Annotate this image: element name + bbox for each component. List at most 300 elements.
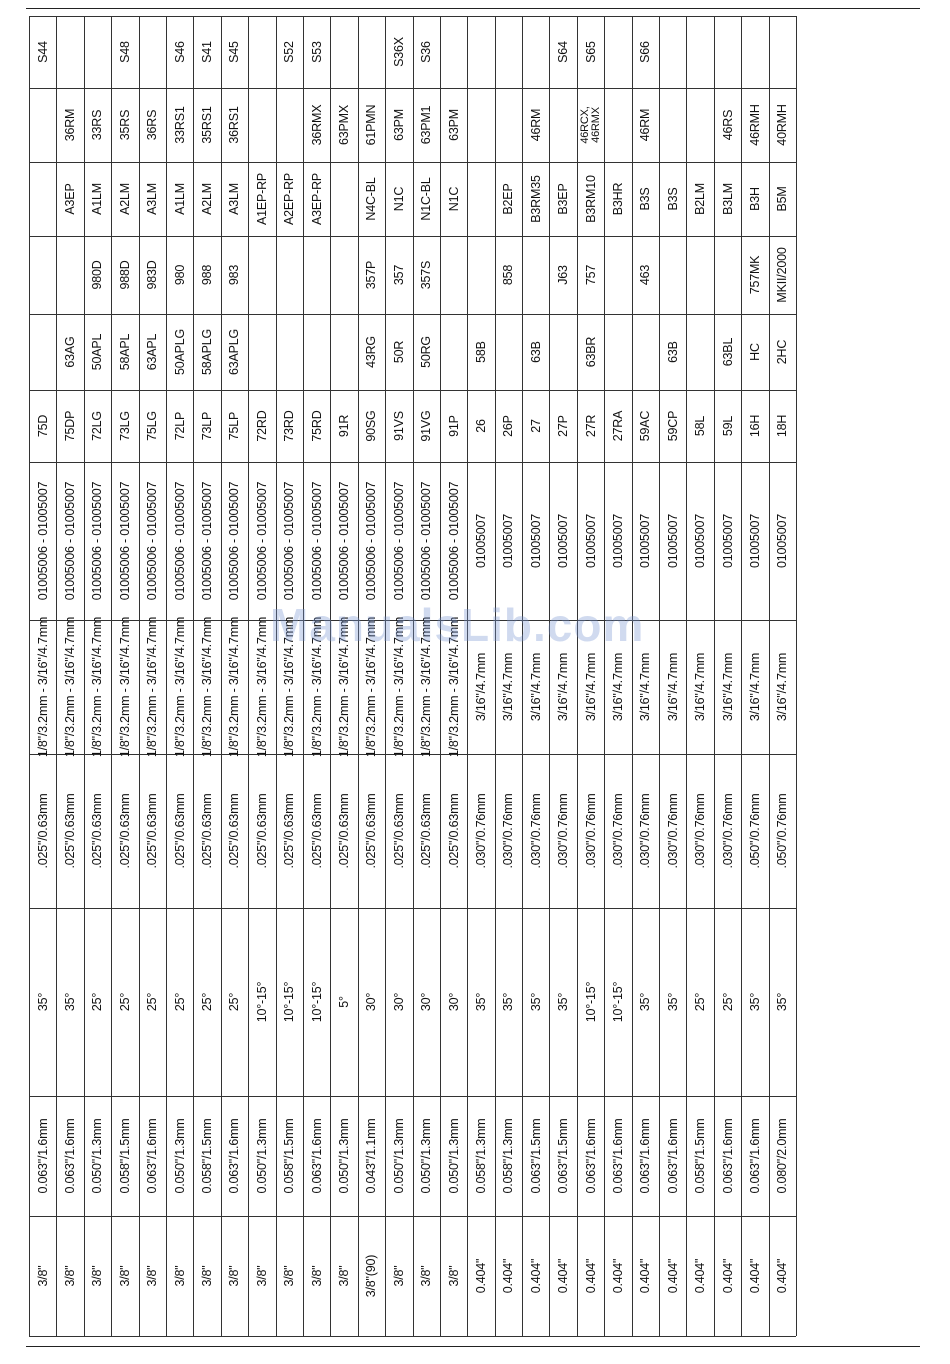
table-cell-r3-c10: 35RS xyxy=(117,109,132,141)
table-cell-r3-c7: 58APL xyxy=(117,333,132,371)
table-cell-r20-c0: 0.404" xyxy=(583,1258,598,1294)
table-row-border-21 xyxy=(604,16,605,1336)
table-cell-r21-c3: .030"/0.76mm xyxy=(610,793,625,869)
table-cell-r18-c2: 35° xyxy=(528,992,543,1012)
table-cell-r24-c9: B2LM xyxy=(693,183,708,215)
table-cell-r12-c8: 357P xyxy=(364,260,379,290)
table-cell-r2-c6: 72LG xyxy=(90,411,105,441)
table-cell-r18-c5: 01005007 xyxy=(528,513,543,569)
table-cell-r10-c3: .025"/0.63mm xyxy=(309,793,324,869)
table-cell-r25-c1: 0.063"/1.6mm xyxy=(720,1118,735,1194)
table-cell-r21-c0: 0.404" xyxy=(610,1258,625,1294)
table-cell-r15-c3: .025"/0.63mm xyxy=(446,793,461,869)
table-cell-r12-c7: 43RG xyxy=(364,336,379,368)
table-cell-r12-c3: .025"/0.63mm xyxy=(364,793,379,869)
table-cell-r7-c7: 63APLG xyxy=(227,328,242,376)
table-cell-r6-c6: 73LP xyxy=(200,411,215,441)
table-cell-r2-c9: A1LM xyxy=(90,183,105,215)
table-cell-r0-c3: .025"/0.63mm xyxy=(35,793,50,869)
table-cell-r17-c2: 35° xyxy=(501,992,516,1012)
table-cell-r11-c6: 91R xyxy=(337,414,352,438)
table-cell-r4-c5: 01005006 - 01005007 xyxy=(145,481,160,601)
table-cell-r12-c2: 30° xyxy=(364,992,379,1012)
table-cell-r18-c9: B3RM35 xyxy=(528,175,543,223)
table-cell-r17-c8: 858 xyxy=(501,264,516,286)
table-cell-r26-c8: 757MK xyxy=(747,255,762,295)
table-cell-r7-c10: 36RS1 xyxy=(227,106,242,144)
table-cell-r5-c6: 72LP xyxy=(172,411,187,441)
table-cell-r5-c3: .025"/0.63mm xyxy=(172,793,187,869)
table-cell-r11-c1: 0.050"/1.3mm xyxy=(337,1118,352,1194)
table-cell-r25-c9: B3LM xyxy=(720,183,735,215)
table-cell-r20-c10: 46RCX, 46RMX xyxy=(578,106,602,144)
table-cell-r22-c5: 01005007 xyxy=(638,513,653,569)
table-cell-r14-c1: 0.050"/1.3mm xyxy=(419,1118,434,1194)
table-cell-r20-c2: 10°-15° xyxy=(583,981,598,1023)
table-cell-r26-c7: HC xyxy=(747,343,762,361)
table-cell-r15-c0: 3/8" xyxy=(446,1265,461,1287)
table-cell-r5-c10: 33RS1 xyxy=(172,106,187,144)
table-cell-r24-c1: 0.058"/1.5mm xyxy=(693,1118,708,1194)
table-cell-r9-c2: 10°-15° xyxy=(282,981,297,1023)
table-row-border-24 xyxy=(686,16,687,1336)
table-row-border-8 xyxy=(248,16,249,1336)
table-row-border-18 xyxy=(522,16,523,1336)
table-cell-r27-c6: 18H xyxy=(775,414,790,438)
table-cell-r5-c8: 980 xyxy=(172,264,187,286)
watermark: ManualsLib.com xyxy=(270,599,645,651)
table-cell-r1-c3: .025"/0.63mm xyxy=(63,793,78,869)
table-cell-r14-c4: 1/8"/3.2mm - 3/16"/4.7mm xyxy=(419,616,434,758)
table-cell-r25-c4: 3/16"/4.7mm xyxy=(720,652,735,722)
table-row-border-2 xyxy=(84,16,85,1336)
table-cell-r16-c5: 01005007 xyxy=(473,513,488,569)
table-cell-r20-c5: 01005007 xyxy=(583,513,598,569)
table-cell-r16-c6: 26 xyxy=(473,419,488,433)
table-cell-r2-c1: 0.050"/1.3mm xyxy=(90,1118,105,1194)
table-cell-r8-c9: A1EP-RP xyxy=(254,172,269,226)
table-cell-r27-c8: MKII/2000 xyxy=(775,247,790,303)
table-cell-r21-c9: B3HR xyxy=(610,182,625,216)
table-cell-r12-c10: 61PMN xyxy=(364,104,379,146)
table-row-border-13 xyxy=(385,16,386,1336)
table-cell-r17-c5: 01005007 xyxy=(501,513,516,569)
table-row-border-27 xyxy=(769,16,770,1336)
table-cell-r22-c1: 0.063"/1.6mm xyxy=(638,1118,653,1194)
table-cell-r6-c7: 58APLG xyxy=(200,328,215,376)
table-cell-r22-c11: S66 xyxy=(638,41,653,63)
table-cell-r6-c8: 988 xyxy=(200,264,215,286)
table-cell-r21-c2: 10°-15° xyxy=(610,981,625,1023)
table-cell-r7-c1: 0.063"/1.6mm xyxy=(227,1118,242,1194)
table-cell-r25-c3: .030"/0.76mm xyxy=(720,793,735,869)
table-cell-r7-c2: 25° xyxy=(227,992,242,1012)
table-cell-r6-c3: .025"/0.63mm xyxy=(200,793,215,869)
table-cell-r9-c6: 73RD xyxy=(282,410,297,442)
table-cell-r0-c6: 75D xyxy=(35,414,50,438)
table-row-border-19 xyxy=(549,16,550,1336)
table-row-border-20 xyxy=(577,16,578,1336)
table-cell-r26-c4: 3/16"/4.7mm xyxy=(747,652,762,722)
table-cell-r20-c6: 27R xyxy=(583,414,598,438)
table-cell-r7-c11: S45 xyxy=(227,41,242,63)
table-cell-r23-c7: 63B xyxy=(665,341,680,363)
table-cell-r23-c2: 35° xyxy=(665,992,680,1012)
table-cell-r26-c3: .050"/0.76mm xyxy=(747,793,762,869)
table-cell-r17-c3: .030"/0.76mm xyxy=(501,793,516,869)
table-cell-r5-c1: 0.050"/1.3mm xyxy=(172,1118,187,1194)
table-cell-r27-c3: .050"/0.76mm xyxy=(775,793,790,869)
table-cell-r0-c2: 35° xyxy=(35,992,50,1012)
table-cell-r9-c4: 1/8"/3.2mm - 3/16"/4.7mm xyxy=(282,616,297,758)
table-cell-r15-c4: 1/8"/3.2mm - 3/16"/4.7mm xyxy=(446,616,461,758)
table-cell-r1-c9: A3EP xyxy=(63,183,78,215)
table-cell-r21-c5: 01005007 xyxy=(610,513,625,569)
table-cell-r17-c6: 26P xyxy=(501,415,516,437)
table-cell-r26-c1: 0.063"/1.6mm xyxy=(747,1118,762,1194)
table-cell-r2-c10: 33RS xyxy=(90,109,105,141)
table-row-border-16 xyxy=(467,16,468,1336)
table-cell-r15-c5: 01005006 - 01005007 xyxy=(446,481,461,601)
table-cell-r13-c7: 50R xyxy=(391,340,406,364)
table-cell-r20-c11: S65 xyxy=(583,41,598,63)
table-cell-r14-c11: S36 xyxy=(419,41,434,63)
table-cell-r12-c0: 3/8"(90) xyxy=(364,1254,379,1298)
table-cell-r5-c11: S46 xyxy=(172,41,187,63)
table-cell-r22-c2: 35° xyxy=(638,992,653,1012)
table-cell-r18-c7: 63B xyxy=(528,341,543,363)
table-cell-r2-c2: 25° xyxy=(90,992,105,1012)
table-cell-r23-c0: 0.404" xyxy=(665,1258,680,1294)
table-cell-r12-c5: 01005006 - 01005007 xyxy=(364,481,379,601)
table-cell-r6-c4: 1/8"/3.2mm - 3/16"/4.7mm xyxy=(200,616,215,758)
table-cell-r1-c10: 36RM xyxy=(63,108,78,142)
table-cell-r24-c4: 3/16"/4.7mm xyxy=(693,652,708,722)
table-cell-r3-c11: S48 xyxy=(117,41,132,63)
table-cell-r26-c10: 46RMH xyxy=(747,104,762,146)
table-cell-r27-c0: 0.404" xyxy=(775,1258,790,1294)
table-cell-r19-c9: B3EP xyxy=(556,183,571,215)
table-cell-r13-c4: 1/8"/3.2mm - 3/16"/4.7mm xyxy=(391,616,406,758)
table-cell-r27-c4: 3/16"/4.7mm xyxy=(775,652,790,722)
table-cell-r4-c2: 25° xyxy=(145,992,160,1012)
table-row-border-25 xyxy=(714,16,715,1336)
table-row-border-3 xyxy=(111,16,112,1336)
table-cell-r24-c6: 58L xyxy=(693,415,708,437)
table-cell-r1-c7: 63AG xyxy=(63,336,78,368)
table-cell-r9-c9: A2EP-RP xyxy=(282,172,297,226)
table-cell-r8-c3: .025"/0.63mm xyxy=(254,793,269,869)
table-cell-r26-c6: 16H xyxy=(747,414,762,438)
table-cell-r1-c5: 01005006 - 01005007 xyxy=(63,481,78,601)
table-cell-r21-c1: 0.063"/1.6mm xyxy=(610,1118,625,1194)
table-cell-r4-c4: 1/8"/3.2mm - 3/16"/4.7mm xyxy=(145,616,160,758)
table-cell-r18-c3: .030"/0.76mm xyxy=(528,793,543,869)
table-cell-r1-c6: 75DP xyxy=(63,410,78,442)
table-cell-r6-c0: 3/8" xyxy=(200,1265,215,1287)
table-cell-r19-c3: .030"/0.76mm xyxy=(556,793,571,869)
bottom-rule xyxy=(26,1346,920,1347)
table-cell-r7-c8: 983 xyxy=(227,264,242,286)
table-cell-r11-c10: 63PMX xyxy=(337,105,352,145)
table-cell-r27-c5: 01005007 xyxy=(775,513,790,569)
table-cell-r18-c4: 3/16"/4.7mm xyxy=(528,652,543,722)
table-cell-r15-c6: 91P xyxy=(446,415,461,437)
table-cell-r19-c4: 3/16"/4.7mm xyxy=(556,652,571,722)
table-cell-r8-c1: 0.050"/1.3mm xyxy=(254,1118,269,1194)
table-cell-r2-c5: 01005006 - 01005007 xyxy=(90,481,105,601)
table-cell-r5-c4: 1/8"/3.2mm - 3/16"/4.7mm xyxy=(172,616,187,758)
table-cell-r13-c8: 357 xyxy=(391,264,406,286)
table-cell-r23-c9: B3S xyxy=(665,187,680,211)
table-row-border-17 xyxy=(495,16,496,1336)
table-cell-r9-c1: 0.058"/1.5mm xyxy=(282,1118,297,1194)
table-cell-r2-c4: 1/8"/3.2mm - 3/16"/4.7mm xyxy=(90,616,105,758)
table-cell-r4-c7: 63APL xyxy=(145,333,160,371)
table-cell-r16-c4: 3/16"/4.7mm xyxy=(473,652,488,722)
table-cell-r25-c7: 63BL xyxy=(720,337,735,367)
table-row-border-4 xyxy=(139,16,140,1336)
table-row-border-7 xyxy=(221,16,222,1336)
table-row-border-11 xyxy=(330,16,331,1336)
table-cell-r9-c11: S52 xyxy=(282,41,297,63)
table-cell-r10-c6: 75RD xyxy=(309,410,324,442)
table-cell-r22-c6: 59AC xyxy=(638,410,653,442)
table-cell-r22-c8: 463 xyxy=(638,264,653,286)
table-cell-r4-c1: 0.063"/1.6mm xyxy=(145,1118,160,1194)
table-row-border-9 xyxy=(276,16,277,1336)
table-row-border-15 xyxy=(440,16,441,1336)
table-cell-r13-c10: 63PM xyxy=(391,109,406,141)
table-cell-r12-c1: 0.043"/1.1mm xyxy=(364,1118,379,1194)
table-cell-r25-c0: 0.404" xyxy=(720,1258,735,1294)
table-cell-r26-c5: 01005007 xyxy=(747,513,762,569)
table-cell-r10-c1: 0.063"/1.6mm xyxy=(309,1118,324,1194)
table-cell-r13-c6: 91VS xyxy=(391,411,406,441)
table-row-border-10 xyxy=(303,16,304,1336)
table-cell-r25-c10: 46RS xyxy=(720,109,735,141)
table-cell-r5-c0: 3/8" xyxy=(172,1265,187,1287)
table-cell-r23-c4: 3/16"/4.7mm xyxy=(665,652,680,722)
table-cell-r11-c5: 01005006 - 01005007 xyxy=(337,481,352,601)
table-cell-r9-c3: .025"/0.63mm xyxy=(282,793,297,869)
table-cell-r8-c2: 10°-15° xyxy=(254,981,269,1023)
table-cell-r25-c5: 01005007 xyxy=(720,513,735,569)
table-cell-r8-c6: 72RD xyxy=(254,410,269,442)
table-cell-r6-c2: 25° xyxy=(200,992,215,1012)
table-cell-r12-c9: N4C-BL xyxy=(364,177,379,221)
table-cell-r7-c5: 01005006 - 01005007 xyxy=(227,481,242,601)
table-cell-r17-c0: 0.404" xyxy=(501,1258,516,1294)
table-cell-r4-c10: 36RS xyxy=(145,109,160,141)
table-cell-r27-c9: B5M xyxy=(775,186,790,212)
table-cell-r10-c9: A3EP-RP xyxy=(309,172,324,226)
table-cell-r5-c9: A1LM xyxy=(172,183,187,215)
table-cell-r19-c0: 0.404" xyxy=(556,1258,571,1294)
table-cell-r0-c4: 1/8"/3.2mm - 3/16"/4.7mm xyxy=(35,616,50,758)
table-cell-r18-c1: 0.063"/1.5mm xyxy=(528,1118,543,1194)
table-row-border-26 xyxy=(741,16,742,1336)
table-cell-r11-c4: 1/8"/3.2mm - 3/16"/4.7mm xyxy=(337,616,352,758)
table-cell-r15-c1: 0.050"/1.3mm xyxy=(446,1118,461,1194)
table-row-border-1 xyxy=(56,16,57,1336)
table-cell-r3-c9: A2LM xyxy=(117,183,132,215)
table-cell-r19-c2: 35° xyxy=(556,992,571,1012)
table-cell-r14-c2: 30° xyxy=(419,992,434,1012)
table-cell-r6-c5: 01005006 - 01005007 xyxy=(200,481,215,601)
table-cell-r4-c3: .025"/0.63mm xyxy=(145,793,160,869)
table-cell-r3-c6: 73LG xyxy=(117,411,132,441)
table-cell-r15-c2: 30° xyxy=(446,992,461,1012)
table-cell-r14-c10: 63PM1 xyxy=(419,105,434,145)
table-cell-r19-c6: 27P xyxy=(556,415,571,437)
table-cell-r27-c10: 40RMH xyxy=(775,104,790,146)
table-row-border-22 xyxy=(632,16,633,1336)
table-cell-r25-c2: 25° xyxy=(720,992,735,1012)
table-cell-r20-c9: B3RM10 xyxy=(583,175,598,223)
table-cell-r13-c9: N1C xyxy=(391,186,406,212)
table-cell-r10-c5: 01005006 - 01005007 xyxy=(309,481,324,601)
table-cell-r10-c2: 10°-15° xyxy=(309,981,324,1023)
table-cell-r27-c1: 0.080"/2.0mm xyxy=(775,1118,790,1194)
table-cell-r14-c8: 357S xyxy=(419,260,434,290)
table-cell-r13-c0: 3/8" xyxy=(391,1265,406,1287)
table-cell-r7-c9: A3LM xyxy=(227,183,242,215)
table-cell-r13-c1: 0.050"/1.3mm xyxy=(391,1118,406,1194)
table-cell-r16-c7: 58B xyxy=(473,341,488,363)
table-cell-r3-c0: 3/8" xyxy=(117,1265,132,1287)
table-cell-r21-c4: 3/16"/4.7mm xyxy=(610,652,625,722)
table-cell-r0-c5: 01005006 - 01005007 xyxy=(35,481,50,601)
table-cell-r0-c1: 0.063"/1.6mm xyxy=(35,1118,50,1194)
table-cell-r20-c4: 3/16"/4.7mm xyxy=(583,652,598,722)
table-cell-r14-c5: 01005006 - 01005007 xyxy=(419,481,434,601)
table-cell-r1-c2: 35° xyxy=(63,992,78,1012)
table-cell-r17-c1: 0.058"/1.3mm xyxy=(501,1118,516,1194)
table-cell-r23-c6: 59CP xyxy=(665,410,680,442)
table-cell-r22-c3: .030"/0.76mm xyxy=(638,793,653,869)
table-cell-r5-c2: 25° xyxy=(172,992,187,1012)
table-cell-r1-c1: 0.063"/1.6mm xyxy=(63,1118,78,1194)
table-cell-r10-c10: 36RMX xyxy=(309,104,324,146)
table-cell-r3-c3: .025"/0.63mm xyxy=(117,793,132,869)
table-cell-r4-c0: 3/8" xyxy=(145,1265,160,1287)
table-row-border-14 xyxy=(413,16,414,1336)
table-cell-r13-c11: S36X xyxy=(391,37,406,67)
table-cell-r4-c8: 983D xyxy=(145,260,160,290)
table-cell-r8-c5: 01005006 - 01005007 xyxy=(254,481,269,601)
table-cell-r15-c9: N1C xyxy=(446,186,461,212)
table-cell-r12-c4: 1/8"/3.2mm - 3/16"/4.7mm xyxy=(364,616,379,758)
table-cell-r13-c5: 01005006 - 01005007 xyxy=(391,481,406,601)
table-cell-r6-c9: A2LM xyxy=(200,183,215,215)
table-cell-r8-c0: 3/8" xyxy=(254,1265,269,1287)
table-cell-r1-c4: 1/8"/3.2mm - 3/16"/4.7mm xyxy=(63,616,78,758)
table-cell-r0-c0: 3/8" xyxy=(35,1265,50,1287)
table-cell-r1-c0: 3/8" xyxy=(63,1265,78,1287)
table-cell-r3-c8: 988D xyxy=(117,260,132,290)
table-cell-r17-c9: B2EP xyxy=(501,183,516,215)
table-cell-r14-c6: 91VG xyxy=(419,410,434,442)
table-cell-r12-c6: 90SG xyxy=(364,410,379,442)
table-cell-r14-c3: .025"/0.63mm xyxy=(419,793,434,869)
table-cell-r2-c8: 980D xyxy=(90,260,105,290)
table-cell-r11-c3: .025"/0.63mm xyxy=(337,793,352,869)
table-cell-r10-c4: 1/8"/3.2mm - 3/16"/4.7mm xyxy=(309,616,324,758)
table-cell-r5-c7: 50APLG xyxy=(172,328,187,376)
table-cell-r18-c6: 27 xyxy=(528,419,543,433)
table-cell-r4-c9: A3LM xyxy=(145,183,160,215)
table-cell-r11-c0: 3/8" xyxy=(337,1265,352,1287)
table-cell-r2-c0: 3/8" xyxy=(90,1265,105,1287)
table-cell-r22-c9: B3S xyxy=(638,187,653,211)
table-cell-r7-c3: .025"/0.63mm xyxy=(227,793,242,869)
table-cell-r10-c0: 3/8" xyxy=(309,1265,324,1287)
table-cell-r24-c3: .030"/0.76mm xyxy=(693,793,708,869)
table-cell-r8-c4: 1/8"/3.2mm - 3/16"/4.7mm xyxy=(254,616,269,758)
table-cell-r26-c2: 35° xyxy=(747,992,762,1012)
table-cell-r20-c7: 63BR xyxy=(583,336,598,368)
table-cell-r0-c11: S44 xyxy=(35,41,50,63)
table-cell-r15-c10: 63PM xyxy=(446,109,461,141)
table-cell-r20-c3: .030"/0.76mm xyxy=(583,793,598,869)
table-cell-r23-c5: 01005007 xyxy=(665,513,680,569)
table-cell-r19-c5: 01005007 xyxy=(556,513,571,569)
table-cell-r14-c9: N1C-BL xyxy=(419,177,434,221)
table-cell-r16-c1: 0.058"/1.3mm xyxy=(473,1118,488,1194)
table-cell-r21-c6: 27RA xyxy=(610,410,625,442)
table-cell-r18-c10: 46RM xyxy=(528,108,543,142)
table-cell-r14-c7: 50RG xyxy=(419,336,434,368)
table-row-border-5 xyxy=(166,16,167,1336)
table-cell-r6-c10: 35RS1 xyxy=(200,106,215,144)
table-cell-r26-c9: B3H xyxy=(747,187,762,211)
table-cell-r3-c2: 25° xyxy=(117,992,132,1012)
table-row-border-0 xyxy=(29,16,30,1336)
table-cell-r9-c5: 01005006 - 01005007 xyxy=(282,481,297,601)
table-cell-r10-c11: S53 xyxy=(309,41,324,63)
table-cell-r13-c2: 30° xyxy=(391,992,406,1012)
table-cell-r7-c0: 3/8" xyxy=(227,1265,242,1287)
table-cell-r13-c3: .025"/0.63mm xyxy=(391,793,406,869)
table-cell-r19-c1: 0.063"/1.5mm xyxy=(556,1118,571,1194)
table-cell-r3-c5: 01005006 - 01005007 xyxy=(117,481,132,601)
table-row-border-28 xyxy=(796,16,797,1336)
table-cell-r20-c8: 757 xyxy=(583,264,598,286)
table-row-border-6 xyxy=(193,16,194,1336)
table-cell-r9-c0: 3/8" xyxy=(282,1265,297,1287)
table-col-border-0 xyxy=(29,1336,796,1337)
table-cell-r18-c0: 0.404" xyxy=(528,1258,543,1294)
table-row-border-23 xyxy=(659,16,660,1336)
table-cell-r4-c6: 75LG xyxy=(145,411,160,441)
table-cell-r25-c6: 59L xyxy=(720,415,735,437)
table-cell-r16-c3: .030"/0.76mm xyxy=(473,793,488,869)
table-cell-r26-c0: 0.404" xyxy=(747,1258,762,1294)
table-cell-r23-c3: .030"/0.76mm xyxy=(665,793,680,869)
table-cell-r14-c0: 3/8" xyxy=(419,1265,434,1287)
table-cell-r7-c4: 1/8"/3.2mm - 3/16"/4.7mm xyxy=(227,616,242,758)
table-cell-r22-c4: 3/16"/4.7mm xyxy=(638,652,653,722)
table-cell-r16-c0: 0.404" xyxy=(473,1258,488,1294)
table-cell-r6-c1: 0.058"/1.5mm xyxy=(200,1118,215,1194)
table-cell-r3-c4: 1/8"/3.2mm - 3/16"/4.7mm xyxy=(117,616,132,758)
table-cell-r16-c2: 35° xyxy=(473,992,488,1012)
table-cell-r24-c5: 01005007 xyxy=(693,513,708,569)
table-cell-r17-c4: 3/16"/4.7mm xyxy=(501,652,516,722)
table-cell-r6-c11: S41 xyxy=(200,41,215,63)
table-cell-r24-c2: 25° xyxy=(693,992,708,1012)
